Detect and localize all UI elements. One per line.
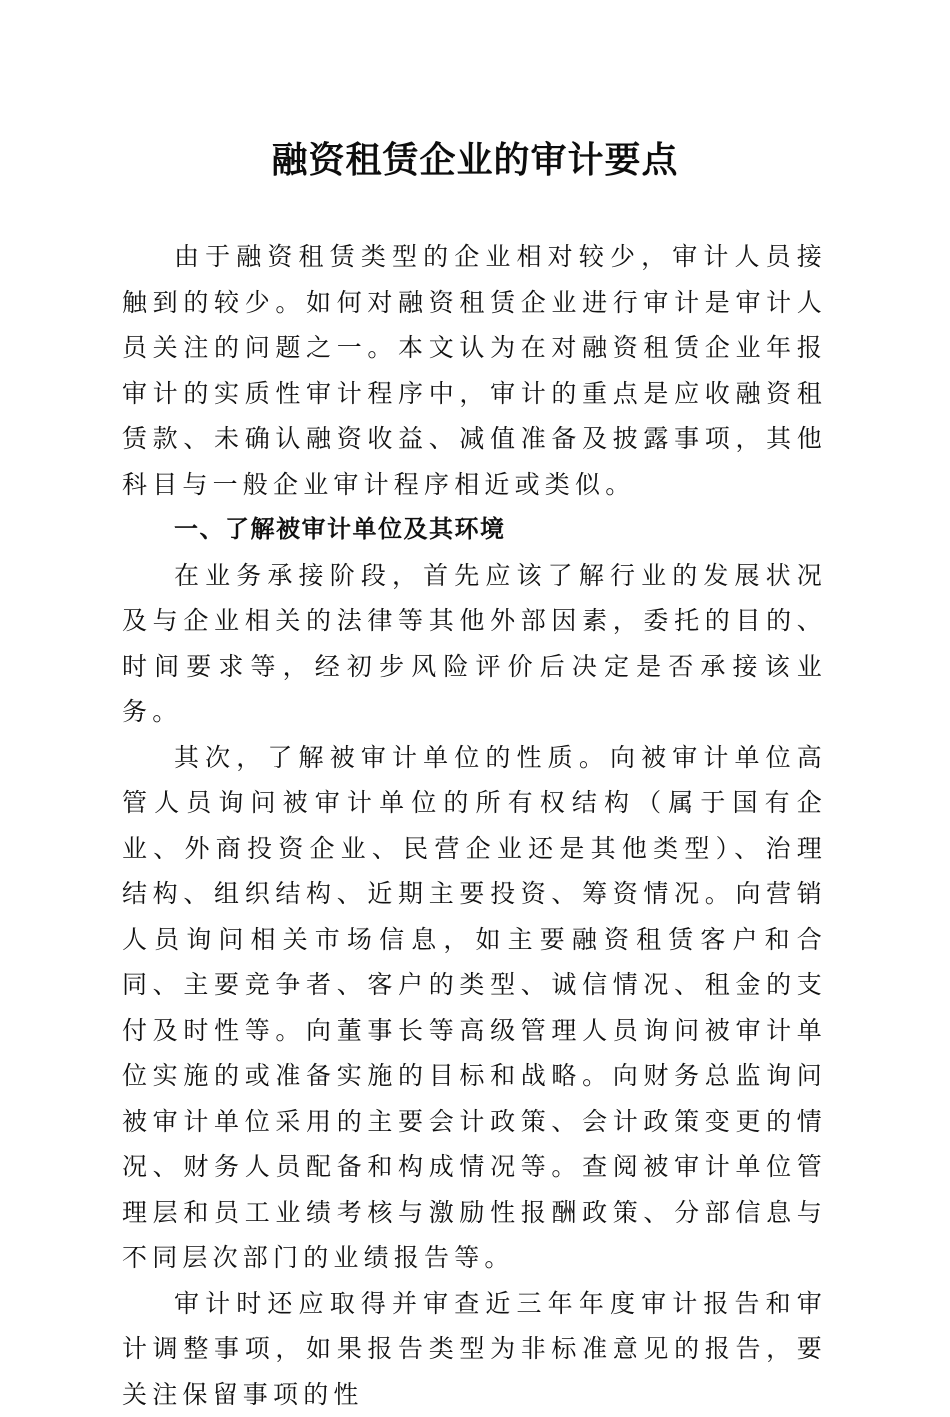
paragraph-entity-nature: 其次，了解被审计单位的性质。向被审计单位高管人员询问被审计单位的所有权结构（属于国有企业、外商投资企业、民营企业还是其他类型）、治理结构、组织结构、近期主要投资、筹资情况。向营销人员询问相关市场信息，如主要融资租赁客户和合同、主要竞争者、客户的类型、诚信情况、租金的支付及时性等。向董事长等高级管理人员询问被审计单位实施的或准备实施的目标和战略。向财务总监询问被审计单位采用的主要会计政策、会计政策变更的情况、财务人员配备和构成情况等。查阅被审计单位管理层和员工业绩考核与激励性报酬政策、分部信息与不同层次部门的业绩报告等。: [122, 735, 827, 1281]
document-body: [122, 234, 827, 1417]
document-title: 融资租赁企业的审计要点: [0, 136, 950, 184]
paragraph-engagement: 在业务承接阶段，首先应该了解行业的发展状况及与企业相关的法律等其他外部因素，委托的目的、时间要求等，经初步风险评价后决定是否承接该业务。: [122, 553, 827, 735]
section-heading: 一、了解被审计单位及其环境: [122, 507, 827, 553]
paragraph-audit-reports: 审计时还应取得并审查近三年年度审计报告和审计调整事项，如果报告类型为非标准意见的报告，要关注保留事项的性: [122, 1281, 827, 1417]
intro-paragraph: 由于融资租赁类型的企业相对较少，审计人员接触到的较少。如何对融资租赁企业进行审计是审计人员关注的问题之一。本文认为在对融资租赁企业年报审计的实质性审计程序中，审计的重点是应收融资租赁款、未确认融资收益、减值准备及披露事项，其他科目与一般企业审计程序相近或类似。: [122, 234, 827, 507]
